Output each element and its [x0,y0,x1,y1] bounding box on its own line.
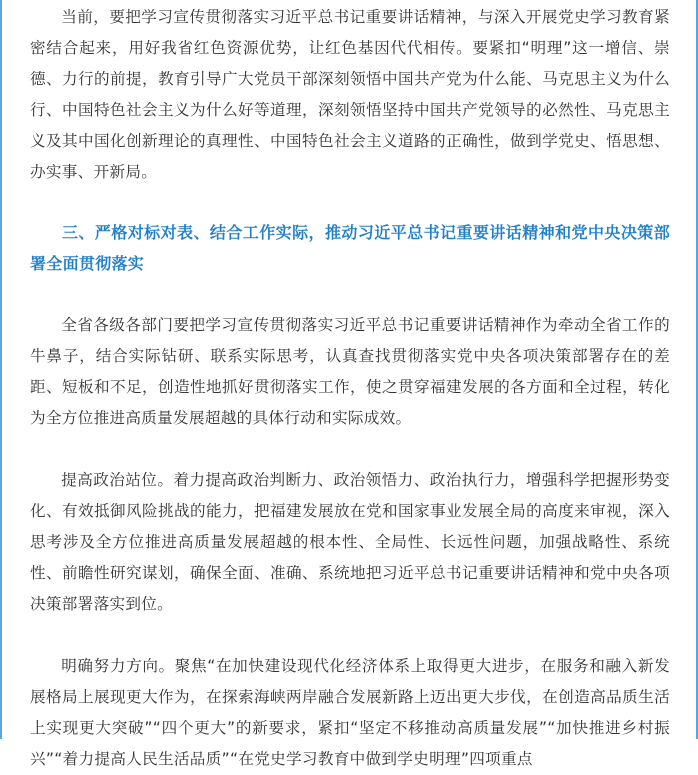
paragraph-direction: 明确努力方向。聚焦“在加快建设现代化经济体系上取得更大进步，在服务和融入新发展格局上展现更大作为，在探索海峡两岸融合发展新路上迈出更大步伐，在创造高品质生活上实现更大突破”“四个更大”的新要求，紧扣“坚定不移推动高质量发展”“加快推进乡村振兴”“着力提高人民生活品质”“在党史学习教育中做到学史明理”四项重点 [30,657,670,768]
spacer [30,279,670,310]
section-heading-three: 三、严格对标对表、结合工作实际，推动习近平总书记重要讲话精神和党中央决策部署全面贯彻落实 [30,223,670,273]
paragraph-provincial-departments: 全省各级各部门要把学习宣传贯彻落实习近平总书记重要讲话精神作为牵动全省工作的牛鼻子，结合实际钻研、联系实际思考，认真查找贯彻落实党中央各项决策部署存在的差距、短板和不足，创造性地抓好贯彻落实工作，使之贯穿福建发展的各方面和全过程，转化为全方位推进高质量发展超越的具体行动和实际成效。 [30,316,670,427]
spacer [30,620,670,651]
spacer [30,434,670,465]
paragraph-current-task: 当前，要把学习宣传贯彻落实习近平总书记重要讲话精神，与深入开展党史学习教育紧密结合起来，用好我省红色资源优势，让红色基因代代相传。要紧扣“明理”这一增信、崇德、力行的前提，教育引导广大党员干部深刻领悟中国共产党为什么能、马克思主义为什么行、中国特色社会主义为什么好等道理，深刻领悟坚持中国共产党领导的必然性、马克思主义及其中国化创新理论的真理性、中国特色社会主义道路的正确性，做到学党史、悟思想、办实事、开新局。 [30,8,670,181]
paragraph-political-stance: 提高政治站位。着力提高政治判断力、政治领悟力、政治执行力，增强科学把握形势变化、有效抵御风险挑战的能力，把福建发展放在党和国家事业发展全局的高度来审视，深入思考涉及全方位推进高质量发展超越的根本性、全局性、长远性问题，加强战略性、系统性、前瞻性研究谋划，确保全面、准确、系统地把习近平总书记重要讲话精神和党中央各项决策部署落实到位。 [30,471,670,613]
